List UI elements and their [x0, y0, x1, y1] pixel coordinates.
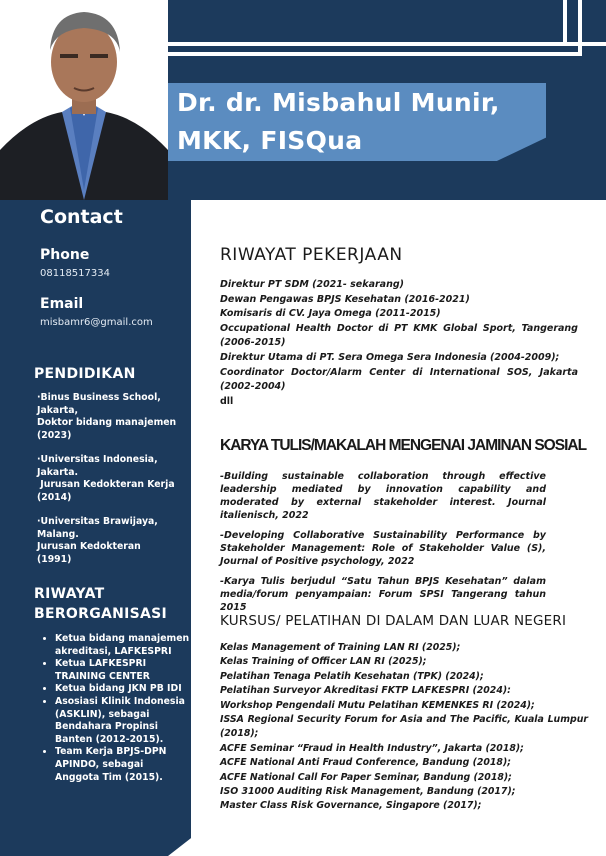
- phone-value: 08118517334: [40, 268, 110, 279]
- work-list: [220, 278, 578, 409]
- education-line: ·Universitas Indonesia,: [37, 454, 158, 465]
- education-item: [37, 516, 177, 566]
- list-item: Workshop Pengendali Mutu Pelatihan KEMENKES RI (2024);: [220, 699, 535, 711]
- education-item: [37, 454, 177, 504]
- education-line: Malang.: [37, 528, 79, 540]
- list-item: Direktur Utama di PT. Sera Omega Sera Indonesia (2004-2009);: [220, 351, 560, 363]
- publications-list: [220, 470, 546, 621]
- email-label: Email: [40, 296, 84, 312]
- person-name: [177, 84, 537, 160]
- organization-title: [34, 584, 167, 624]
- courses-title: KURSUS/ PELATIHAN DI DALAM DAN LUAR NEGERI: [220, 613, 567, 629]
- list-item: ACFE National Anti Fraud Conference, Bandung (2018);: [220, 757, 511, 769]
- header-line-bottom: [168, 52, 580, 56]
- education-line: Doktor bidang manajemen: [37, 417, 177, 429]
- education-item: [37, 392, 177, 442]
- list-item: ISSA Regional Security Forum for Asia and The Pacific, Kuala Lumpur (2018);: [220, 714, 588, 740]
- list-item: Coordinator Doctor/Alarm Center di International SOS, Jakarta (2002-2004): [220, 366, 578, 393]
- list-item: Master Class Risk Governance, Singapore (2017);: [220, 800, 482, 812]
- education-line: (2014): [37, 491, 72, 503]
- education-title: PENDIDIKAN: [34, 366, 136, 382]
- organization-list: [40, 633, 190, 784]
- list-item: -Karya Tulis berjudul “Satu Tahun BPJS Kesehatan” dalam media/forum penyampaian: Forum SPSI Tangerang tahun 2015: [220, 576, 546, 613]
- list-item: Kelas Management of Training LAN RI (2025);: [220, 642, 461, 653]
- name-line-1: Dr. dr. Misbahul Munir,: [177, 88, 500, 117]
- list-item: Direktur PT SDM (2021- sekarang): [220, 279, 404, 290]
- profile-photo: [0, 0, 168, 200]
- education-line: ·Universitas Brawijaya,: [37, 516, 158, 527]
- phone-label: Phone: [40, 247, 90, 263]
- work-title: RIWAYAT PEKERJAAN: [220, 245, 403, 265]
- list-item: • Ketua bidang JKN PB IDI: [55, 683, 190, 696]
- list-item: Komisaris di CV. Jaya Omega (2011-2015): [220, 308, 441, 320]
- courses-list: [220, 641, 588, 814]
- education-line: Jakarta.: [37, 466, 79, 478]
- list-item: ACFE National Call For Paper Seminar, Bandung (2018);: [220, 771, 512, 783]
- list-item: • Team Kerja BPJS-DPN APINDO, sebagai Anggota Tim (2015).: [55, 746, 190, 784]
- list-item: Dewan Pengawas BPJS Kesehatan (2016-2021): [220, 293, 470, 305]
- list-item: -Developing Collaborative Sustainability Performance by Stakeholder Management: Role of Stakeholder Value (S), Journal of Positive psychology, 2022: [220, 530, 546, 567]
- education-line: (2023): [37, 429, 72, 441]
- name-line-2: MKK, FISQua: [177, 126, 363, 155]
- list-item: -Building sustainable collaboration through effective leadership mediated by innovation capability and moderated by external stakeholder interest. Journal italienisch, 2022: [220, 471, 546, 521]
- publications-title: KARYA TULIS/MAKALAH MENGENAI JAMINAN SOSIAL: [220, 437, 587, 454]
- list-item: ISO 31000 Auditing Risk Management, Bandung (2017);: [220, 786, 516, 798]
- header-line-vertical-outer: [578, 0, 582, 56]
- organization-title-line-2: BERORGANISASI: [34, 606, 168, 622]
- contact-title: Contact: [40, 206, 123, 228]
- list-item: • Asosiasi Klinik Indonesia (ASKLIN), sebagai Bendahara Propinsi Banten (2012-2015).: [55, 696, 190, 746]
- portrait-illustration: [0, 0, 168, 200]
- bottom-corner-accent: [168, 828, 204, 856]
- education-line: Jurusan Kedokteran Kerja: [37, 479, 175, 491]
- organization-title-line-1: RIWAYAT: [34, 586, 105, 602]
- education-line: Jakarta,: [37, 404, 79, 416]
- header-line-top: [168, 42, 606, 46]
- list-item: ACFE Seminar “Fraud in Health Industry”, Jakarta (2018);: [220, 742, 524, 754]
- header-line-vertical-inner: [563, 0, 567, 46]
- education-line: ·Binus Business School,: [37, 392, 161, 403]
- list-item: Pelatihan Tenaga Pelatih Kesehatan (TPK) (2024);: [220, 670, 484, 682]
- list-item: dll: [220, 395, 234, 407]
- list-item: • Ketua LAFKESPRI TRAINING CENTER: [55, 658, 190, 683]
- list-item: Pelatihan Surveyor Akreditasi FKTP LAFKESPRI (2024):: [220, 685, 511, 697]
- list-item: Kelas Training of Officer LAN RI (2025);: [220, 656, 427, 668]
- list-item: Occupational Health Doctor di PT KMK Global Sport, Tangerang (2006-2015): [220, 322, 578, 349]
- list-item: • Ketua bidang manajemen akreditasi, LAFKESPRI: [55, 633, 190, 658]
- email-value: misbamr6@gmail.com: [40, 317, 153, 328]
- education-line: Jurusan Kedokteran (1991): [37, 541, 141, 565]
